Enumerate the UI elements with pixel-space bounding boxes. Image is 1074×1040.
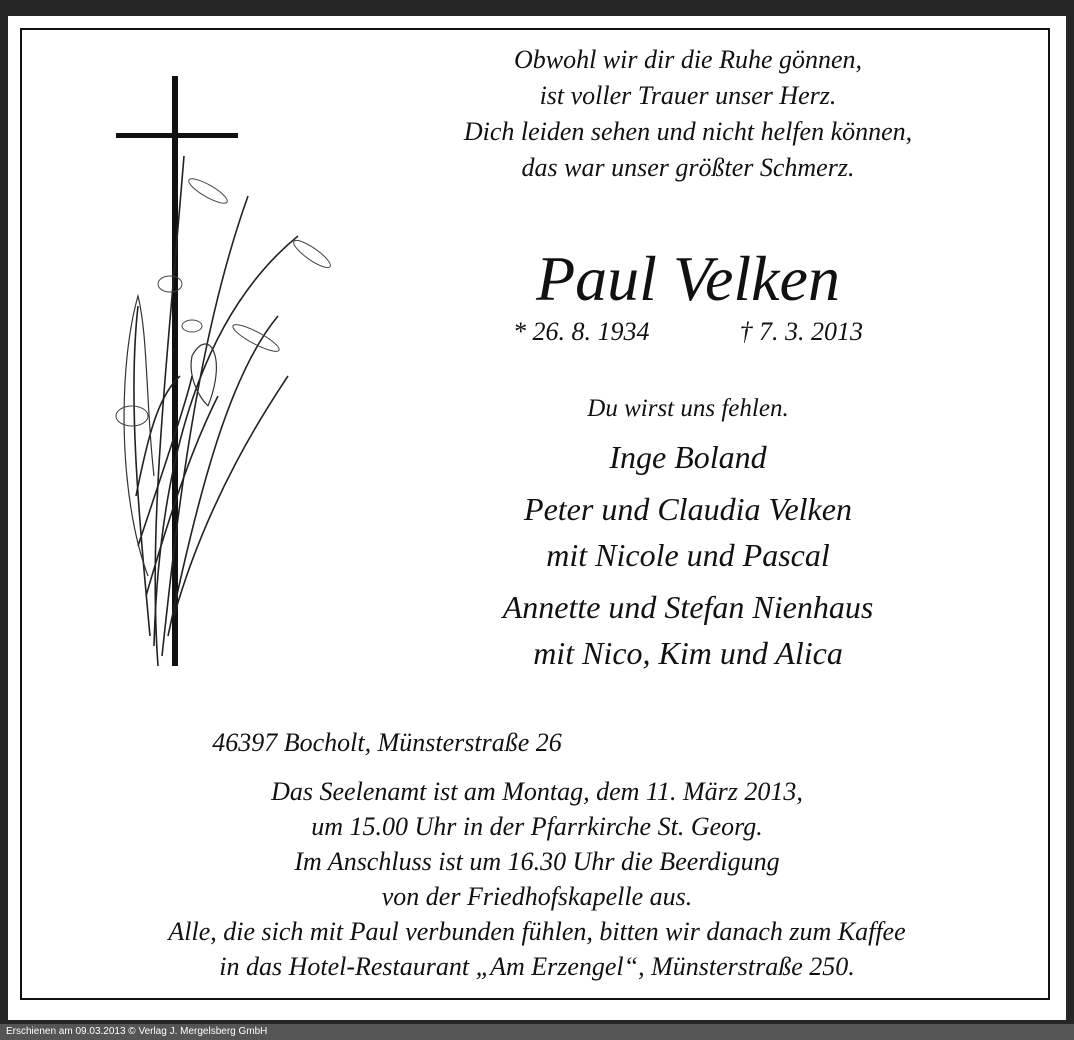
family-line: Annette und Stefan Nienhaus (502, 589, 874, 625)
deceased-name: Paul Velken (536, 243, 840, 314)
family-line: Inge Boland (609, 439, 767, 475)
birth-date: * 26. 8. 1934 (513, 317, 650, 346)
publication-footer: Erschienen am 09.03.2013 © Verlag J. Mergelsberg GmbH (0, 1024, 1074, 1040)
verse-line: das war unser größter Schmerz. (521, 153, 855, 182)
service-line: von der Friedhofskapelle aus. (381, 882, 693, 911)
obituary-notice (8, 16, 1066, 1020)
family-line: mit Nico, Kim und Alica (533, 635, 843, 671)
cross-with-wheat-icon (88, 76, 348, 676)
family-intro: Du wirst uns fehlen. (587, 395, 789, 422)
verse-line: ist voller Trauer unser Herz. (539, 81, 837, 110)
verse-line: Dich leiden sehen und nicht helfen können, (463, 117, 913, 146)
verse-line: Obwohl wir dir die Ruhe gönnen, (513, 45, 863, 74)
service-line: um 15.00 Uhr in der Pfarrkirche St. Georg. (311, 812, 763, 841)
service-line: in das Hotel-Restaurant „Am Erzengel“, Münsterstraße 250. (219, 952, 855, 981)
death-date: † 7. 3. 2013 (739, 317, 863, 346)
service-line: Alle, die sich mit Paul verbunden fühlen, bitten wir danach zum Kaffee (168, 917, 906, 946)
service-line: Im Anschluss ist um 16.30 Uhr die Beerdigung (294, 847, 780, 876)
family-line: Peter und Claudia Velken (524, 491, 852, 527)
address: 46397 Bocholt, Münsterstraße 26 (212, 728, 562, 757)
service-line: Das Seelenamt ist am Montag, dem 11. März 2013, (271, 777, 803, 806)
family-line: mit Nicole und Pascal (546, 537, 830, 573)
life-dates (338, 316, 1038, 348)
